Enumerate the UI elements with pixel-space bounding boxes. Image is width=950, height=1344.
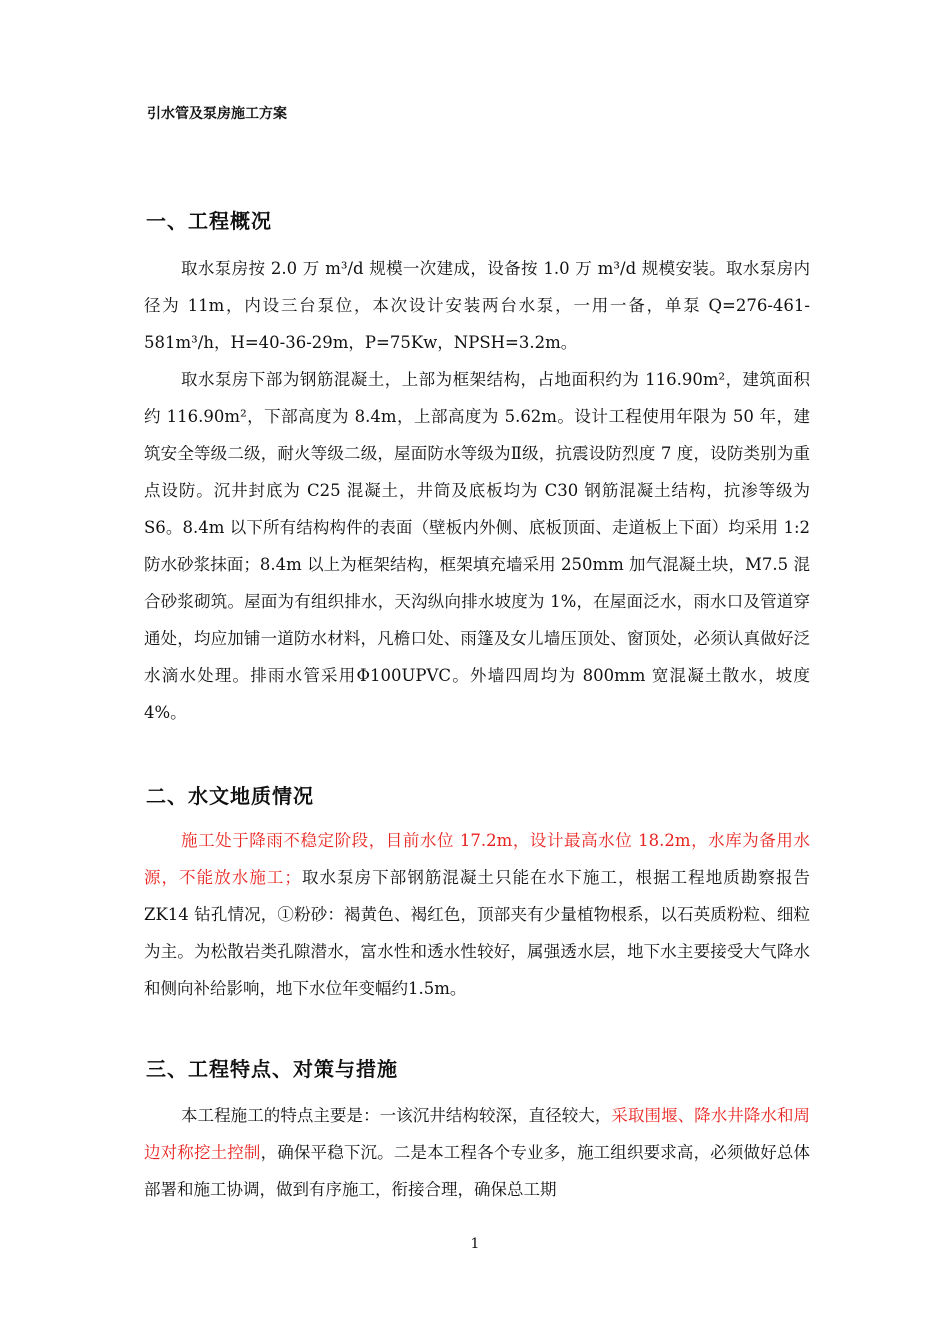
features-text-b: ，确保平稳下沉。二是本工程各个专业多，施工组织要求高，必须做好总体部署和施工协调，做到有序施工，衔接合理，确保总工期 bbox=[144, 1143, 811, 1199]
hydrogeology-warning-text: 施工处于降雨不稳定阶段，目前水位 17.2m，设计最高水位 18.2m，水库为备用水源，不能放水施工； bbox=[144, 831, 810, 887]
hydrogeology-body-text: 取水泵房下部钢筋混凝土只能在水下施工，根据工程地质勘察报告 ZK14 钻孔情况，①粉砂：褐黄色、褐红色，顶部夹有少量植物根系，以石英质粉粒、细粒为主。为松散岩类孔隙潜水，富水性和透水性较好，属强透水层，地下水主要接受大气降水和侧向补给影响，地下水位年变幅约1.5m。 bbox=[144, 868, 811, 998]
overview-paragraph-2: 取水泵房下部为钢筋混凝土，上部为框架结构，占地面积约为 116.90m²，建筑面积约 116.90m²，下部高度为 8.4m，上部高度为 5.62m。设计工程使用年限为 50 年，建筑安全等级二级，耐火等级二级，屋面防水等级为Ⅱ级，抗震设防烈度 7 度，设防类别为重点设防。沉井封底为 C25 混凝土，井筒及底板均为 C30 钢筋混凝土结构，抗渗等级为 S6。8.4m 以下所有结构构件的表面（壁板内外侧、底板顶面、走道板上下面）均采用 1:2 防水砂浆抹面；8.4m 以上为框架结构，框架填充墙采用 250mm 加气混凝土块，M7.5 混合砂浆砌筑。屋面为有组织排水，天沟纵向排水坡度为 1%，在屋面泛水，雨水口及管道穿通处，均应加铺一道防水材料，凡檐口处、雨篷及女儿墙压顶处、窗顶处，必须认真做好泛水滴水处理。排雨水管采用Φ100UPVC。外墙四周均为 800mm 宽混凝土散水，坡度 4%。 bbox=[144, 370, 810, 722]
features-highlight-text: 采取围堰、降水井降水和周边对称挖土控制 bbox=[144, 1106, 811, 1162]
features-text-a: 本工程施工的特点主要是：一该沉井结构较深，直径较大， bbox=[181, 1106, 612, 1125]
hydrogeology-paragraph bbox=[144, 822, 810, 1007]
features-paragraph bbox=[144, 1097, 810, 1208]
page-number: 1 bbox=[470, 1236, 480, 1252]
section-heading-hydrogeology: 二、水文地质情况 bbox=[146, 784, 314, 808]
section-heading-overview: 一、工程概况 bbox=[146, 209, 272, 233]
section-heading-features: 三、工程特点、对策与措施 bbox=[146, 1057, 398, 1081]
overview-paragraph-1: 取水泵房按 2.0 万 m³/d 规模一次建成，设备按 1.0 万 m³/d 规模安装。取水泵房内径为 11m，内设三台泵位，本次设计安装两台水泵，一用一备，单泵 Q=276-461-581m³/h，H=40-36-29m，P=75Kw，NPSH=3.2m。 bbox=[144, 259, 810, 352]
document-title: 引水管及泵房施工方案 bbox=[147, 106, 287, 122]
